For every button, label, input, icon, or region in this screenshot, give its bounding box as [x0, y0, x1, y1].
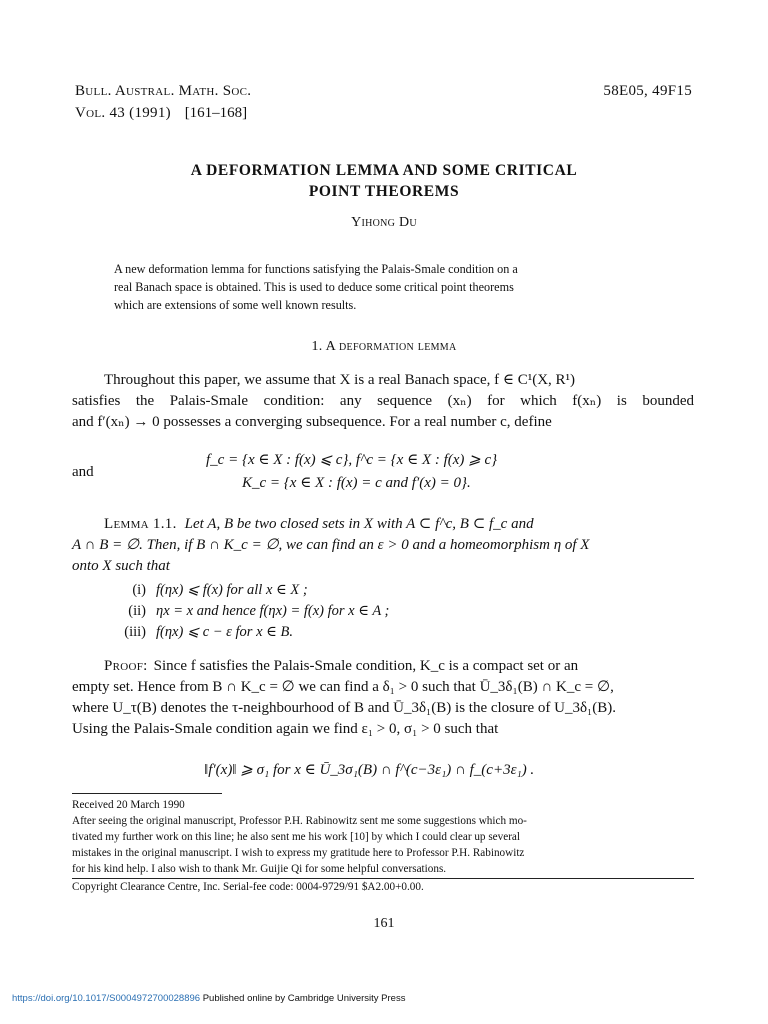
proof-line2: empty set. Hence from B ∩ K_c = ∅ we can find a δ₁ > 0 such that Ū_3δ₁(B) ∩ K_c = ∅, [72, 679, 614, 695]
volume: Vol. 43 (1991) [75, 105, 171, 121]
lemma-item-2 [112, 603, 389, 620]
footnote-divider [72, 793, 222, 794]
copyright-notice: Copyright Clearance Centre, Inc. Serial-fee code: 0004-9729/91 $A2.00+0.00. [72, 881, 424, 893]
intro-line1: Throughout this paper, we assume that X is a real Banach space, f ∈ C¹(X, R¹) [104, 372, 576, 388]
acknowledgement-line2: tivated my further work on this line; he also sent me his work [10] by which I could clear up several [72, 831, 521, 843]
doi-link[interactable]: https://doi.org/10.1017/S0004972700028896 [12, 993, 201, 1004]
definition-critical-set: K_c = {x ∈ X : f(x) = c and f′(x) = 0}. [242, 475, 471, 491]
page-number: 161 [373, 916, 395, 931]
item-text: f(ηx) ⩽ f(x) for all x ∈ X ; [156, 582, 308, 598]
paper-title-line1: A DEFORMATION LEMMA AND SOME CRITICAL [190, 162, 578, 179]
intro-line2: satisfies the Palais-Smale condition: any sequence (xₙ) for which f(xₙ) is bounded [72, 393, 694, 409]
lemma-label: Lemma 1.1. [104, 516, 177, 532]
acknowledgement-line4: for his kind help. I also wish to thank Mr. Guijie Qi for some helpful conversations. [72, 863, 447, 875]
abstract-line3: which are extensions of some well known results. [114, 298, 357, 312]
volume-info [75, 105, 247, 122]
abstract-line2: real Banach space is obtained. This is used to deduce some critical point theorems [114, 280, 514, 294]
section-heading: 1. A deformation lemma [311, 339, 457, 354]
definition-sublevel-sets: f_c = {x ∈ X : f(x) ⩽ c}, f^c = {x ∈ X : f(x) ⩾ c} [206, 452, 498, 468]
journal-name: Bull. Austral. Math. Soc. [75, 83, 252, 99]
item-number: (i) [132, 582, 146, 598]
proof-text-start: Since f satisfies the Palais-Smale condition, K_c is a compact set or an [153, 658, 579, 674]
intro-line3: and f′(xₙ) → 0 possesses a converging subsequence. For a real number c, define [72, 414, 552, 430]
proof-display-inequality: ‖f′(x)‖ ⩾ σ₁ for x ∈ Ū_3σ₁(B) ∩ f^(c−3ε₁) ∩ f_(c+3ε₁) . [204, 762, 535, 778]
acknowledgement-line1: After seeing the original manuscript, Professor P.H. Rabinowitz sent me some suggestions which mo- [72, 815, 527, 827]
item-number: (iii) [124, 624, 146, 640]
lemma-line3: onto X such that [72, 558, 170, 574]
item-number: (ii) [128, 603, 146, 619]
received-date: Received 20 March 1990 [72, 799, 185, 811]
paper-title-line2: POINT THEOREMS [308, 183, 460, 200]
copyright-divider [72, 878, 694, 879]
lemma-line2: A ∩ B = ∅. Then, if B ∩ K_c = ∅, we can find an ε > 0 and a homeomorphism η of X [72, 537, 590, 553]
proof-line4: Using the Palais-Smale condition again we find ε₁ > 0, σ₁ > 0 such that [72, 721, 499, 737]
abstract-line1: A new deformation lemma for functions satisfying the Palais-Smale condition on a [114, 262, 518, 276]
lemma-line1 [104, 514, 694, 535]
acknowledgement-line3: mistakes in the original manuscript. I wish to express my gratitude here to Professor P.H. Rabinowitz [72, 847, 525, 859]
classification-code: 58E05, 49F15 [603, 83, 692, 99]
item-text: f(ηx) ⩽ c − ε for x ∈ B. [156, 624, 293, 640]
lemma-statement-start: Let A, B be two closed sets in X with A ⊂ f^c, B ⊂ f_c and [184, 516, 534, 532]
proof-label: Proof: [104, 658, 148, 674]
proof-line3: where U_τ(B) denotes the τ-neighbourhood of B and Ū_3δ₁(B) is the closure of U_3δ₁(B). [72, 700, 617, 716]
doi-footer [12, 993, 405, 1004]
lemma-item-1 [112, 582, 308, 599]
lemma-item-3 [112, 624, 293, 641]
author: Yihong Du [351, 215, 417, 230]
publisher-note: Published online by Cambridge University Press [200, 993, 406, 1004]
proof-line1 [104, 656, 694, 677]
and-word: and [72, 464, 94, 480]
item-text: ηx = x and hence f(ηx) = f(x) for x ∈ A ; [156, 603, 390, 619]
page-range: [161–168] [184, 105, 248, 121]
